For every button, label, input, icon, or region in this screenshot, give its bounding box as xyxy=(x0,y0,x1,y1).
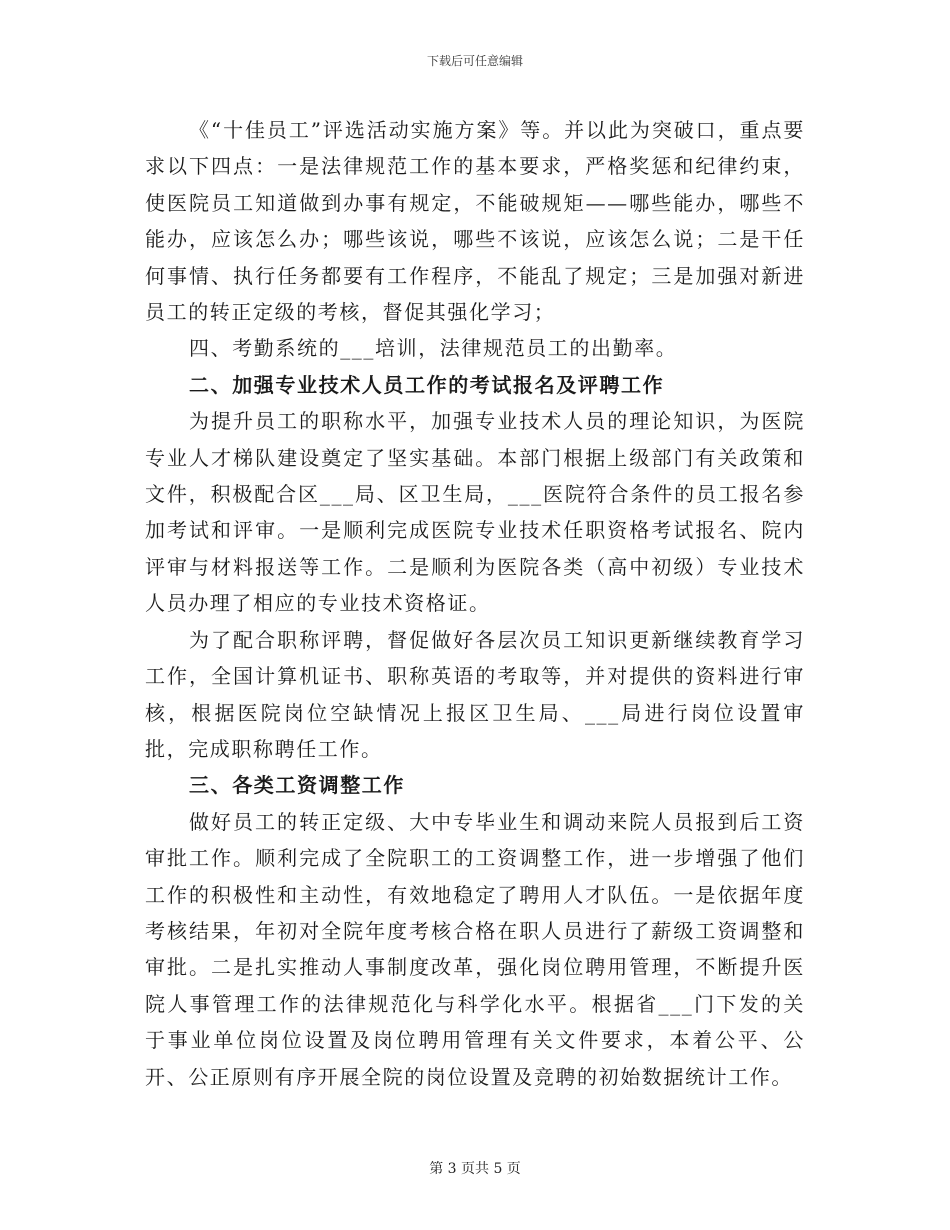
section-heading-salary-adjustment: 三、各类工资调整工作 xyxy=(189,773,405,798)
paragraph-salary-approval: 做好员工的转正定级、大中专毕业生和调动来院人员报到后工资审批工作。顺利完成了全院职工的工资调整工作，进一步增强了他们工作的积极性和主动性，有效地稳定了聘用人才队伍。一是依据年度考核结果，年初对全院年度考核合格在职人员进行了薪级工资调整和审批。二是扎实推动人事制度改革，强化岗位聘用管理，不断提升医院人事管理工作的法律规范化与科学化水平。根据省___门下发的关于事业单位岗位设置及岗位聘用管理有关文件要求，本着公平、公开、公正原则有序开展全院的岗位设置及竞聘的初始数据统计工作。 xyxy=(145,809,805,1089)
document-body xyxy=(145,112,805,1095)
section-heading-exam-registration: 二、加强专业技术人员工作的考试报名及评聘工作 xyxy=(189,372,665,397)
page-header: 下载后可任意编辑 xyxy=(426,54,523,68)
paragraph-title-appointment: 为了配合职称评聘，督促做好各层次员工知识更新继续教育学习工作，全国计算机证书、职称英语的考取等，并对提供的资料进行审核，根据医院岗位空缺情况上报区卫生局、___局进行岗位设置审批，完成职称聘任工作。 xyxy=(145,627,805,761)
paragraph-attendance-training: 四、考勤系统的___培训，法律规范员工的出勤率。 xyxy=(189,336,678,361)
page-footer: 第 3 页共 5 页 xyxy=(429,1161,521,1177)
paragraph-continued-plan: 《“十佳员工”评选活动实施方案》等。并以此为突破口，重点要求以下四点：一是法律规范工作的基本要求，严格奖惩和纪律约束，使医院员工知道做到办事有规定，不能破规矩——哪些能办，哪些不能办，应该怎么办；哪些该说，哪些不该说，应该怎么说；二是干任何事情、执行任务都要有工作程序，不能乱了规定；三是加强对新进员工的转正定级的考核，督促其强化学习； xyxy=(145,118,805,325)
paragraph-title-level: 为提升员工的职称水平，加强专业技术人员的理论知识，为医院专业人才梯队建设奠定了坚实基础。本部门根据上级部门有关政策和文件，积极配合区___局、区卫生局，___医院符合条件的员工报名参加考试和评审。一是顺利完成医院专业技术任职资格考试报名、院内评审与材料报送等工作。二是顺利为医院各类（高中初级）专业技术人员办理了相应的专业技术资格证。 xyxy=(145,409,805,616)
